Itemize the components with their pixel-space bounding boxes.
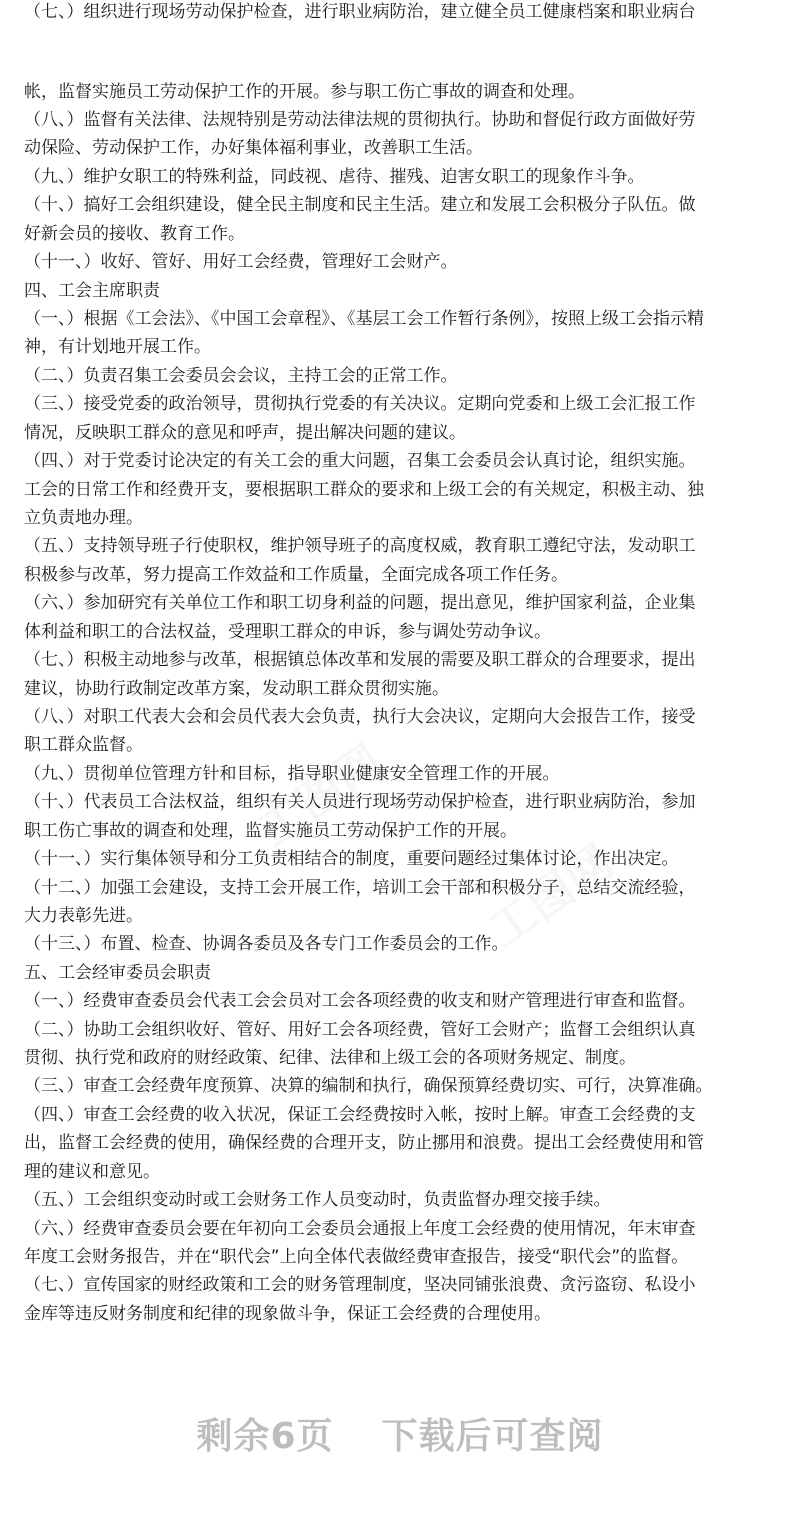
text-line: （七、）组织进行现场劳动保护检查，进行职业病防治，建立健全员工健康档案和职业病台	[24, 2, 696, 22]
text-line: （一、）根据《工会法》、《中国工会章程》、《基层工会工作暂行条例》，按照上级工会指示精	[24, 309, 704, 329]
download-to-view-label: 下载后可查阅	[381, 1416, 604, 1457]
text-line: 动保险、劳动保护工作，办好集体福利事业，改善职工生活。	[24, 138, 483, 158]
text-line: （三、）审查工会经费年度预算、决算的编制和执行，确保预算经费切实、可行，决算准确。	[24, 1076, 713, 1096]
text-line: （十、）搞好工会组织建设，健全民主制度和民主生活。建立和发展工会积极分子队伍。做	[24, 195, 696, 215]
text-line: 好新会员的接收、教育工作。	[24, 224, 245, 244]
text-line: （十一、）收好、管好、用好工会经费，管理好工会财产。	[24, 252, 458, 272]
text-line: 金库等违反财务制度和纪律的现象做斗争，保证工会经费的合理使用。	[24, 1304, 551, 1324]
text-line: 体利益和职工的合法权益，受理职工群众的申诉，参与调处劳动争议。	[24, 622, 551, 642]
text-line: （五、）工会组织变动时或工会财务工作人员变动时，负责监督办理交接手续。	[24, 1190, 611, 1210]
remaining-pages-label: 剩余6页	[196, 1416, 334, 1457]
text-line: （四、）审查工会经费的收入状况，保证工会经费按时入帐，按时上解。审查工会经费的支	[24, 1105, 696, 1125]
text-line: （九、）维护女职工的特殊利益，同歧视、虐待、摧残、迫害女职工的现象作斗争。	[24, 167, 645, 187]
section-heading: 五、工会经审委员会职责	[24, 963, 211, 983]
text-line: （六、）经费审查委员会要在年初向工会委员会通报上年度工会经费的使用情况，年末审查	[24, 1219, 696, 1239]
text-line: 帐，监督实施员工劳动保护工作的开展。参与职工伤亡事故的调查和处理。	[24, 82, 585, 102]
text-line: 情况，反映职工群众的意见和呼声，提出解决问题的建议。	[24, 423, 466, 443]
text-line: （五、）支持领导班子行使职权，维护领导班子的高度权威，教育职工遵纪守法，发动职工	[24, 536, 696, 556]
text-line: 年度工会财务报告，并在“职代会”上向全体代表做经费审查报告，接受“职代会”的监督。	[24, 1247, 689, 1267]
text-line: 建议，协助行政制定改革方案，发动职工群众贯彻实施。	[24, 679, 449, 699]
text-line: （七、）积极主动地参与改革，根据镇总体改革和发展的需要及职工群众的合理要求，提出	[24, 650, 696, 670]
text-line: （八、）监督有关法律、法规特别是劳动法律法规的贯彻执行。协助和督促行政方面做好劳	[24, 110, 696, 130]
text-line: 神，有计划地开展工作。	[24, 337, 211, 357]
text-line: （十二、）加强工会建设，支持工会开展工作，培训工会干部和积极分子，总结交流经验，	[24, 878, 696, 898]
text-line: 积极参与改革，努力提高工作效益和工作质量，全面完成各项工作任务。	[24, 565, 568, 585]
download-banner[interactable]	[0, 1408, 800, 1459]
text-line: 贯彻、执行党和政府的财经政策、纪律、法律和上级工会的各项财务规定、制度。	[24, 1048, 636, 1068]
text-line: （二、）协助工会组织收好、管好、用好工会各项经费，管好工会财产；监督工会组织认真	[24, 1020, 696, 1040]
text-line: （十、）代表员工合法权益，组织有关人员进行现场劳动保护检查，进行职业病防治，参加	[24, 792, 696, 812]
text-line: （七、）宣传国家的财经政策和工会的财务管理制度，坚决同铺张浪费、贪污盗窃、私设小	[24, 1275, 696, 1295]
section-heading: 四、工会主席职责	[24, 281, 160, 301]
text-line: 工会的日常工作和经费开支，要根据职工群众的要求和上级工会的有关规定，积极主动、独	[24, 480, 704, 500]
text-line: （八、）对职工代表大会和会员代表大会负责，执行大会决议，定期向大会报告工作，接受	[24, 707, 696, 727]
text-line: 职工群众监督。	[24, 735, 143, 755]
text-line: 理的建议和意见。	[24, 1162, 160, 1182]
text-line: （十一、）实行集体领导和分工负责相结合的制度，重要问题经过集体讨论，作出决定。	[24, 849, 679, 869]
text-line: 大力表彰先进。	[24, 906, 143, 926]
text-line: （九、）贯彻单位管理方针和目标，指导职业健康安全管理工作的开展。	[24, 764, 560, 784]
text-line: 职工伤亡事故的调查和处理，监督实施员工劳动保护工作的开展。	[24, 821, 517, 841]
text-line: （四、）对于党委讨论决定的有关工会的重大问题，召集工会委员会认真讨论，组织实施。	[24, 451, 696, 471]
text-line: （二、）负责召集工会委员会会议，主持工会的正常工作。	[24, 366, 458, 386]
text-line: （十三、）布置、检查、协调各委员及各专门工作委员会的工作。	[24, 934, 509, 954]
text-line: （三、）接受党委的政治领导，贯彻执行党委的有关决议。定期向党委和上级工会汇报工作	[24, 394, 696, 414]
text-line: 出，监督工会经费的使用，确保经费的合理开支，防止挪用和浪费。提出工会经费使用和管	[24, 1133, 704, 1153]
text-line: （一、）经费审查委员会代表工会会员对工会各项经费的收支和财产管理进行审查和监督。	[24, 991, 696, 1011]
text-line: 立负责地办理。	[24, 508, 143, 528]
text-line: （六、）参加研究有关单位工作和职工切身利益的问题，提出意见，维护国家利益，企业集	[24, 593, 696, 613]
